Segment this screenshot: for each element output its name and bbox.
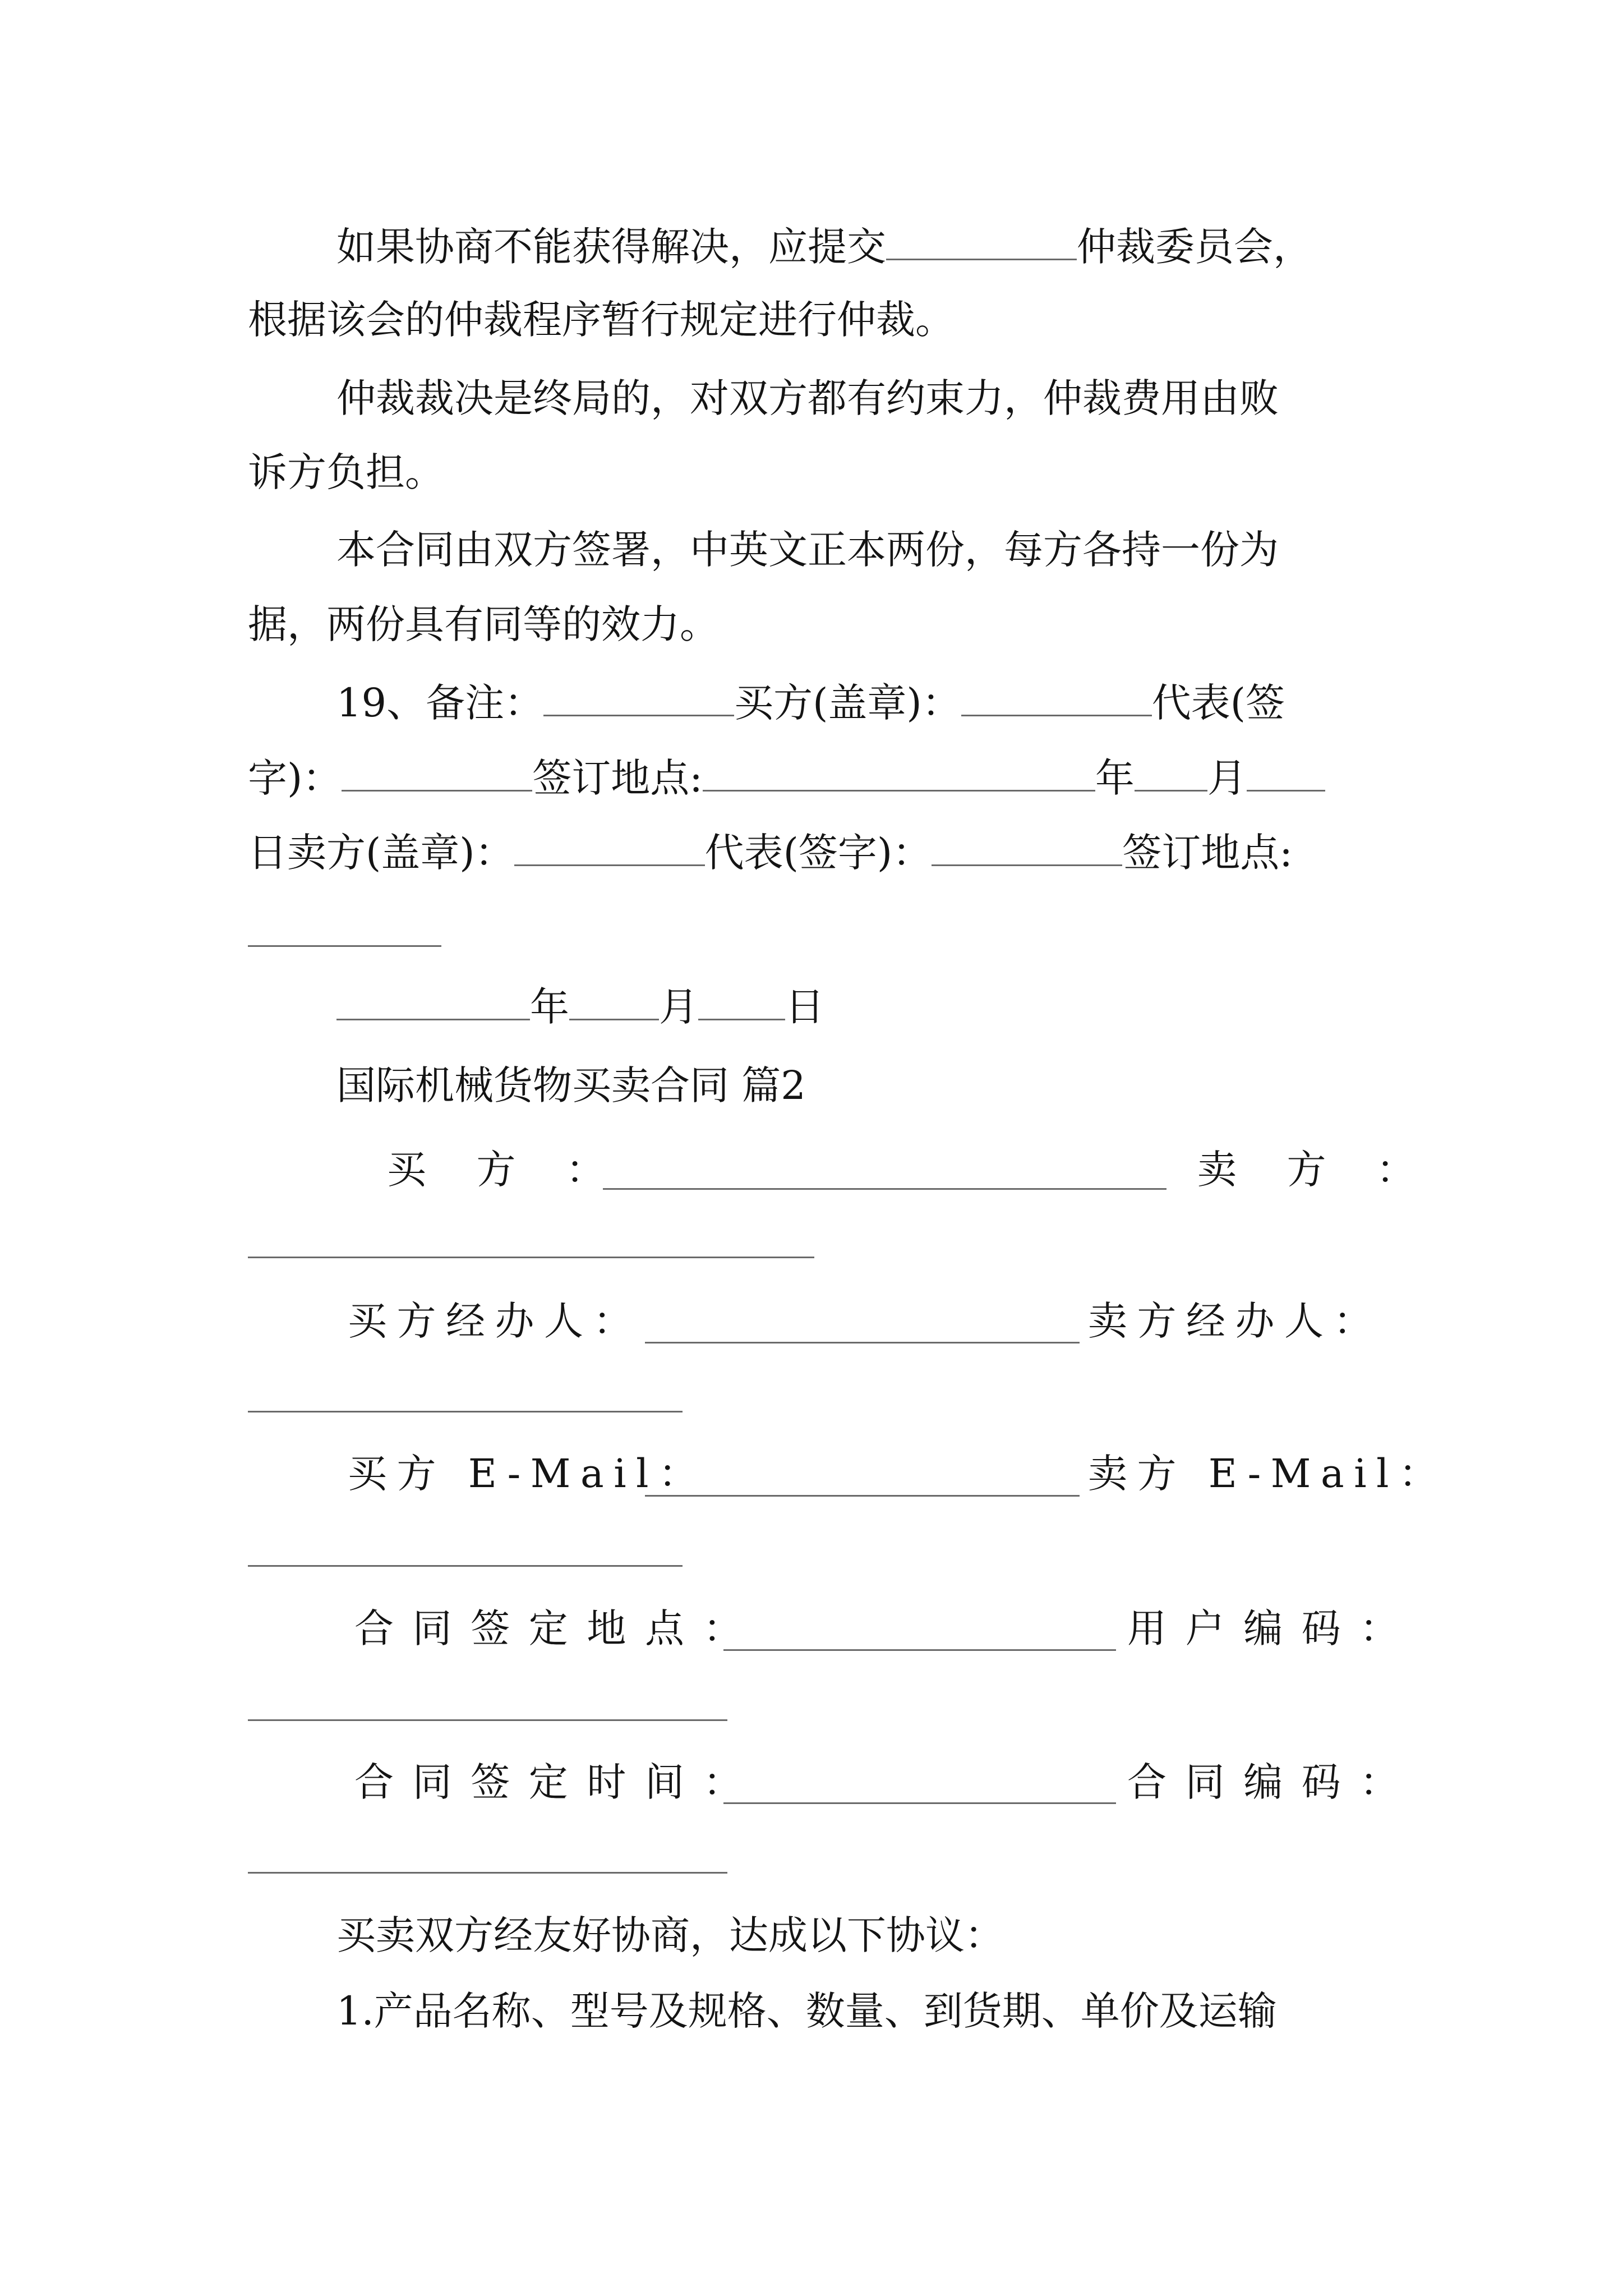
user-code-blank[interactable] bbox=[248, 1719, 727, 1721]
buyer-blank[interactable] bbox=[603, 1188, 1166, 1190]
final-year-label: 年 bbox=[530, 984, 569, 1030]
arbitration-final-line-2: 诉方负担。 bbox=[248, 449, 444, 495]
final-month-label: 月 bbox=[659, 984, 698, 1030]
final-year-blank[interactable] bbox=[336, 984, 530, 1020]
seller-agent-blank[interactable] bbox=[248, 1411, 683, 1412]
sign-time-blank[interactable] bbox=[723, 1802, 1116, 1804]
contract-code-label: 合同编码： bbox=[1127, 1759, 1418, 1805]
buyer-email-label: 买方 E-Mail： bbox=[348, 1451, 708, 1497]
buyer-month-blank[interactable] bbox=[1135, 755, 1207, 792]
buyer-day-blank[interactable] bbox=[1247, 755, 1325, 792]
copies-line-1: 本合同由双方签署，中英文正本两份，每方各持一份为 bbox=[336, 527, 1279, 573]
arbitration-line-1 bbox=[336, 219, 1312, 275]
seller-stamp-blank[interactable] bbox=[514, 830, 705, 866]
remarks-label: 19、备注： bbox=[336, 680, 544, 726]
remarks-line-1 bbox=[336, 675, 1285, 731]
arbitration-text-pre: 如果协商不能获得解决，应提交 bbox=[336, 224, 886, 270]
buyer-rep-blank[interactable] bbox=[342, 755, 532, 792]
seller-label: 卖 方 ： bbox=[1197, 1147, 1435, 1193]
final-day-blank[interactable] bbox=[698, 984, 785, 1020]
buyer-rep-label-part2: 字)： bbox=[248, 755, 342, 801]
item-1: 1.产品名称、型号及规格、数量、到货期、单价及运输 bbox=[336, 1988, 1277, 2034]
user-code-label: 用户编码： bbox=[1127, 1605, 1418, 1651]
final-date-line bbox=[336, 979, 824, 1035]
arbitration-text-post: 仲裁委员会， bbox=[1077, 224, 1312, 270]
seller-sign-place-label: 签订地点: bbox=[1122, 830, 1293, 876]
sign-place-label: 合同签定地点： bbox=[354, 1605, 762, 1651]
final-month-blank[interactable] bbox=[569, 984, 659, 1020]
seller-blank[interactable] bbox=[248, 1257, 814, 1258]
seller-email-blank[interactable] bbox=[248, 1565, 683, 1567]
remarks-blank[interactable] bbox=[543, 680, 734, 716]
remarks-line-2 bbox=[248, 750, 1325, 806]
buyer-stamp-blank[interactable] bbox=[961, 680, 1152, 716]
arbitration-line-2: 根据该会的仲裁程序暂行规定进行仲裁。 bbox=[248, 297, 955, 343]
buyer-stamp-label: 买方(盖章)： bbox=[734, 680, 961, 726]
final-day-label: 日 bbox=[785, 984, 824, 1030]
remarks-line-3 bbox=[248, 825, 1293, 881]
buyer-month-label: 月 bbox=[1207, 755, 1247, 801]
contract2-title: 国际机械货物买卖合同 篇2 bbox=[336, 1062, 806, 1108]
seller-stamp-label: 日卖方(盖章)： bbox=[248, 830, 514, 876]
arbitration-commission-blank[interactable] bbox=[886, 224, 1077, 260]
buyer-rep-label-part1: 代表(签 bbox=[1151, 680, 1285, 726]
buyer-agent-blank[interactable] bbox=[645, 1342, 1080, 1343]
seller-email-label: 卖方 E-Mail： bbox=[1088, 1451, 1448, 1497]
sign-place-blank[interactable] bbox=[723, 1649, 1116, 1651]
seller-rep-blank[interactable] bbox=[932, 830, 1122, 866]
buyer-sign-place-blank[interactable] bbox=[703, 755, 1095, 792]
buyer-label: 买 方 ： bbox=[387, 1147, 624, 1193]
seller-sign-place-blank[interactable] bbox=[248, 945, 441, 947]
seller-rep-label: 代表(签字)： bbox=[704, 830, 932, 876]
buyer-sign-place-label: 签订地点: bbox=[532, 755, 703, 801]
buyer-agent-label: 买方经办人： bbox=[348, 1298, 642, 1344]
buyer-email-blank[interactable] bbox=[645, 1495, 1080, 1497]
buyer-year-label: 年 bbox=[1095, 755, 1135, 801]
agreement-intro: 买卖双方经友好协商，达成以下协议： bbox=[336, 1912, 1004, 1958]
seller-agent-label: 卖方经办人： bbox=[1088, 1298, 1382, 1344]
sign-time-label: 合同签定时间： bbox=[354, 1759, 762, 1805]
arbitration-final-line-1: 仲裁裁决是终局的，对双方都有约束力，仲裁费用由败 bbox=[336, 375, 1279, 421]
copies-line-2: 据，两份具有同等的效力。 bbox=[248, 601, 719, 647]
contract-code-blank[interactable] bbox=[248, 1872, 727, 1874]
